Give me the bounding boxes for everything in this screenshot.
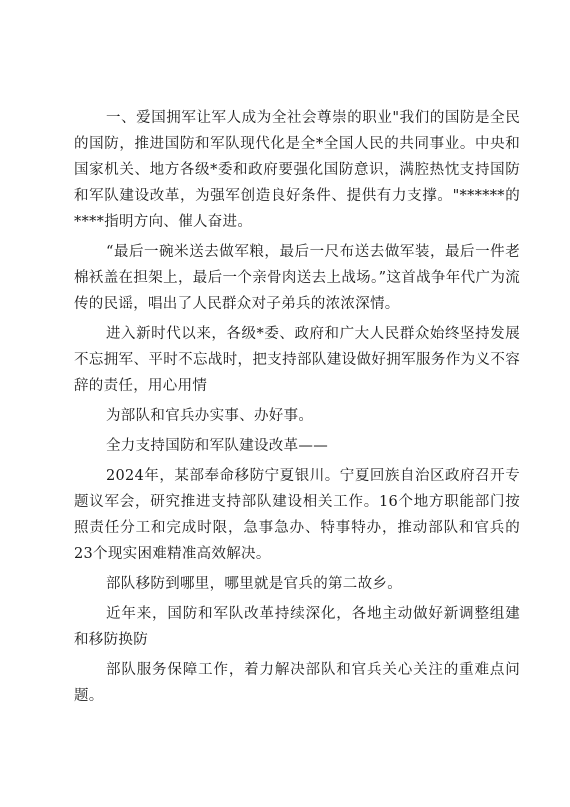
paragraph-2: “最后一碗米送去做军粮，最后一尺布送去做军装，最后一件老棉袄盖在担架上，最后一个亲骨肉送去上战场。”这首战争年代广为流传的民谣，唱出了人民群众对子弟兵的浓浓深情。 xyxy=(74,244,520,312)
paragraph-4: 为部队和官兵办实事、办好事。 xyxy=(106,408,314,424)
paragraph-1: 一、爱国拥军让军人成为全社会尊崇的职业"我们的国防是全民的国防，推进国防和军队现代化是全*全国人民的共同事业。中央和国家机关、地方各级*委和政府要强化国防意识，满腔热忱支持国防和军队建设改革，为强军创造良好条件、提供有力支撑。"******的****指明方向、催人奋进。 xyxy=(74,110,520,230)
paragraph-8: 近年来，国防和军队改革持续深化，各地主动做好新调整组建和移防换防 xyxy=(74,606,520,648)
paragraph-5: 全力支持国防和军队建设改革—— xyxy=(106,438,328,454)
paragraph-9: 部队服务保障工作，着力解决部队和官兵关心关注的重难点问题。 xyxy=(74,662,520,704)
paragraph-3: 进入新时代以来，各级*委、政府和广大人民群众始终坚持发展不忘拥军、平时不忘战时，把支持部队建设做好拥军服务作为义不容辞的责任，用心用情 xyxy=(74,326,520,394)
paragraph-6: 2024年，某部奉命移防宁夏银川。宁夏回族自治区政府召开专题议军会，研究推进支持部队建设相关工作。16个地方职能部门按照责任分工和完成时限，急事急办、特事特办，推动部队和官兵的23个现实困难精准高效解决。 xyxy=(74,468,520,562)
document-page xyxy=(74,105,520,709)
paragraph-7: 部队移防到哪里，哪里就是官兵的第二故乡。 xyxy=(106,576,402,592)
